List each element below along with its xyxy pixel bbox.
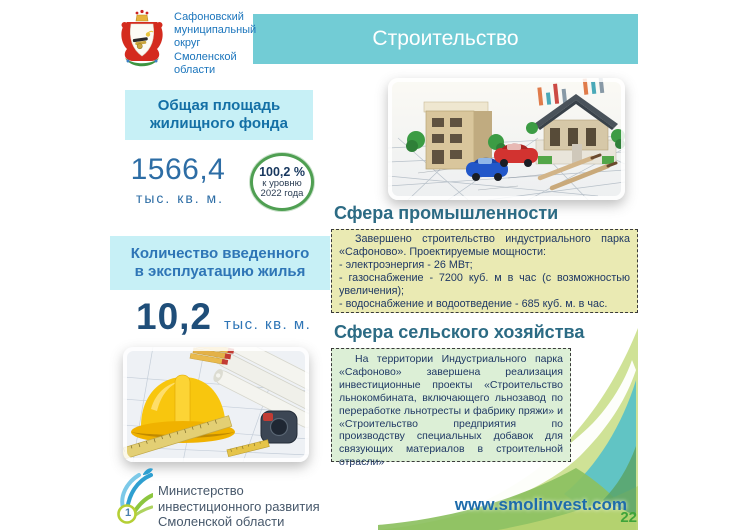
housing-total-unit: тыс. кв. м. xyxy=(135,190,225,206)
housing-new-unit: тыс. кв. м. xyxy=(224,316,312,333)
housing-new-value-row xyxy=(136,296,311,338)
housing-new-value: 10,2 xyxy=(136,296,213,337)
growth-note-line1: к уровню xyxy=(262,177,302,189)
houses-blueprint-illustration xyxy=(388,78,625,200)
org-line: Сафоновский xyxy=(174,11,244,23)
smolensk-coat-of-arms-icon xyxy=(117,8,167,70)
ministry-line: инвестиционного развития xyxy=(158,498,320,514)
org-line: муниципальный xyxy=(174,24,257,37)
agriculture-info-box xyxy=(331,348,571,469)
helmet-blueprint-illustration xyxy=(123,347,309,462)
org-line: области xyxy=(174,63,216,76)
ministry-logo-number: 1 xyxy=(124,507,132,519)
industry-section-heading: Сфера промышленности xyxy=(334,203,559,223)
growth-percent: 100,2 % xyxy=(259,164,305,179)
industry-item: - газоснабжение - 7200 куб. м в час (с возможностью увеличения); xyxy=(339,271,630,297)
housing-total-value: 1566,4 xyxy=(130,153,226,186)
agriculture-paragraph: На территории Индустриального парка «Сафоново» завершена реализация инвестиционные проекты «Строительство льнокомбината, включающего льнозавод по переработке льнотресты и фабрику пряжи» и «Строительство предприятия по производству специальных добавок для связующих материалов в строительной отрасли» xyxy=(339,353,563,469)
industry-info-box xyxy=(331,229,638,313)
housing-new-label-line2: в эксплуатацию жилья xyxy=(134,263,306,280)
construction-tools-photo xyxy=(123,347,309,462)
page-number: 22 xyxy=(620,509,637,526)
housing-total-label-line2: жилищного фонда xyxy=(150,115,288,132)
industry-item: - водоснабжение и водоотведение - 685 куб. м. в час. xyxy=(339,297,608,310)
growth-note-line2: 2022 года xyxy=(260,188,304,199)
slide-title: Строительство xyxy=(372,27,519,50)
ministry-line: Министерство xyxy=(158,483,244,498)
agriculture-section-heading: Сфера сельского хозяйства xyxy=(334,322,585,342)
industry-paragraph: Завершено строительство индустриального парка «Сафоново». Проектируемые мощности: xyxy=(339,233,630,258)
website-link[interactable]: www.smolinvest.com xyxy=(454,495,627,514)
slide-title-banner xyxy=(253,14,638,64)
org-line: округ xyxy=(174,37,201,50)
organization-name xyxy=(174,11,264,77)
industry-item: - электроэнергия - 26 МВт; xyxy=(339,258,473,271)
ministry-line: Смоленской области xyxy=(158,514,285,529)
construction-models-photo xyxy=(388,78,625,200)
housing-total-label-box xyxy=(125,90,313,140)
housing-new-label-box xyxy=(110,236,330,290)
housing-new-label-line1: Количество введенного xyxy=(130,245,310,262)
ministry-name xyxy=(158,483,320,530)
org-line: Смоленской xyxy=(174,50,237,63)
growth-badge xyxy=(250,153,314,211)
housing-total-label-line1: Общая площадь xyxy=(157,97,281,114)
